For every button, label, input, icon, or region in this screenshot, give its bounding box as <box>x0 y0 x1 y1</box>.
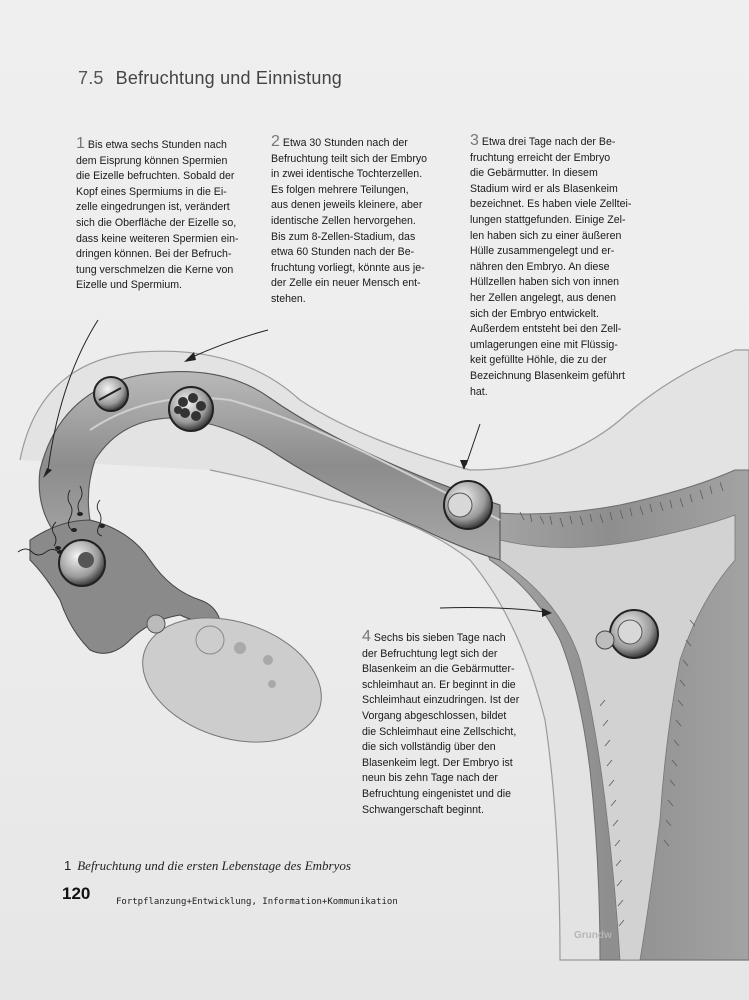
text-line: 1 Bis etwa sechs Stunden nach <box>76 135 227 152</box>
text-line: Schleimhaut einzudringen. Ist der <box>362 694 520 707</box>
text-line: Bezeichnung Blasenkeim geführt <box>470 369 625 382</box>
text-line: dringen können. Bei der Befruch- <box>76 248 232 261</box>
block-number: 3 <box>470 132 479 149</box>
text-line: in zwei identische Tochterzellen. <box>271 168 423 181</box>
text-line: Es folgen mehrere Teilungen, <box>271 183 409 196</box>
text-line: 3 Etwa drei Tage nach der Be- <box>470 132 616 149</box>
two-cell-stage <box>94 377 128 411</box>
text-line: dem Eisprung können Spermien <box>76 154 228 167</box>
text-line: Eizelle und Spermium. <box>76 279 182 292</box>
text-block-3 <box>470 133 631 400</box>
text-line: nähren den Embryo. An diese <box>470 260 610 273</box>
text-line: fruchtung erreicht der Embryo <box>470 151 611 164</box>
figure-caption <box>64 858 351 874</box>
text-line: lungen stattgefunden. Einige Zel- <box>470 213 626 226</box>
text-line: umlagerungen eine mit Flüssig- <box>470 338 618 351</box>
text-line: tung verschmelzen die Kerne von <box>76 263 234 276</box>
text-line: aus denen jeweils kleinere, aber <box>271 199 423 212</box>
text-line: Vorgang abgeschlossen, bildet <box>362 709 507 722</box>
blastocyst-stage-3 <box>444 481 492 529</box>
text-line: len haben sich zu einer äußeren <box>470 229 622 242</box>
text-line: dass keine weiteren Spermien ein- <box>76 232 239 245</box>
page-number: 120 <box>62 884 91 903</box>
text-line: die sich vollständig über den <box>362 741 496 754</box>
block-number: 1 <box>76 135 85 152</box>
text-line: Bis zum 8-Zellen-Stadium, das <box>271 230 416 243</box>
text-line: Befruchtung eingenistet und die <box>362 787 512 800</box>
text-block-2 <box>271 134 427 308</box>
text-line: Befruchtung teilt sich der Embryo <box>271 152 428 165</box>
running-head: Fortpflanzung+Entwicklung, Information+Kommunikation <box>116 897 398 907</box>
block-number: 4 <box>362 628 371 645</box>
text-line: 4 Sechs bis sieben Tage nach <box>362 628 506 645</box>
eight-cell-stage <box>169 387 213 431</box>
watermark-text: Grundw <box>574 930 612 941</box>
text-line: zelle eingedrungen ist, verändert <box>76 201 230 214</box>
text-line: 2 Etwa 30 Stunden nach der <box>271 133 408 150</box>
text-line: schleimhaut an. Er beginnt in die <box>362 678 516 691</box>
text-line: bezeichnet. Es haben viele Zelltei- <box>470 198 632 211</box>
text-line: Außerdem entsteht bei den Zell- <box>470 323 622 336</box>
text-block-1 <box>76 136 239 294</box>
text-line: Schwangerschaft beginnt. <box>362 803 484 816</box>
section-title-text: Befruchtung und Einnistung <box>115 68 342 88</box>
text-line: Hüllzellen haben sich von innen <box>470 276 620 289</box>
section-heading <box>78 68 342 89</box>
text-line: fruchtung vorliegt, könnte aus je- <box>271 261 425 274</box>
follicle <box>263 655 273 665</box>
text-line: etwa 60 Stunden nach der Be- <box>271 246 415 259</box>
text-block-4 <box>362 629 519 818</box>
ovulated-egg <box>147 615 165 633</box>
text-line: Blasenkeim an die Gebärmutter- <box>362 663 515 676</box>
text-line: die Gebärmutter. In diesem <box>470 167 598 180</box>
text-line: hat. <box>470 385 488 398</box>
text-line: der Zelle ein neuer Mensch ent- <box>271 277 421 290</box>
text-line: sich die Oberfläche der Eizelle so, <box>76 216 237 229</box>
caption-text: Befruchtung und die ersten Lebenstage des Embryos <box>77 858 351 873</box>
text-line: identische Zellen hervorgehen. <box>271 214 416 227</box>
text-line: stehen. <box>271 292 306 305</box>
follicle <box>268 680 276 688</box>
caption-number: 1 <box>64 858 72 873</box>
text-line: keit gefüllte Höhle, die zu der <box>470 354 607 367</box>
text-line: Hülle zusammengelegt und er- <box>470 245 615 258</box>
text-line: Kopf eines Spermiums in die Ei- <box>76 185 227 198</box>
text-line: Blasenkeim legt. Der Embryo ist <box>362 756 513 769</box>
egg-cell-stage-1 <box>59 540 105 586</box>
text-line: her Zellen angelegt, aus denen <box>470 291 617 304</box>
text-line: neun bis zehn Tage nach der <box>362 772 498 785</box>
text-line: die Schleimhaut eine Zellschicht, <box>362 725 517 738</box>
follicle <box>234 642 246 654</box>
section-number: 7.5 <box>78 68 104 88</box>
text-line: sich der Embryo entwickelt. <box>470 307 599 320</box>
text-line: die Eizelle befruchten. Sobald der <box>76 170 235 183</box>
text-line: der Befruchtung legt sich der <box>362 647 498 660</box>
text-line: Stadium wird er als Blasenkeim <box>470 182 618 195</box>
block-number: 2 <box>271 133 280 150</box>
